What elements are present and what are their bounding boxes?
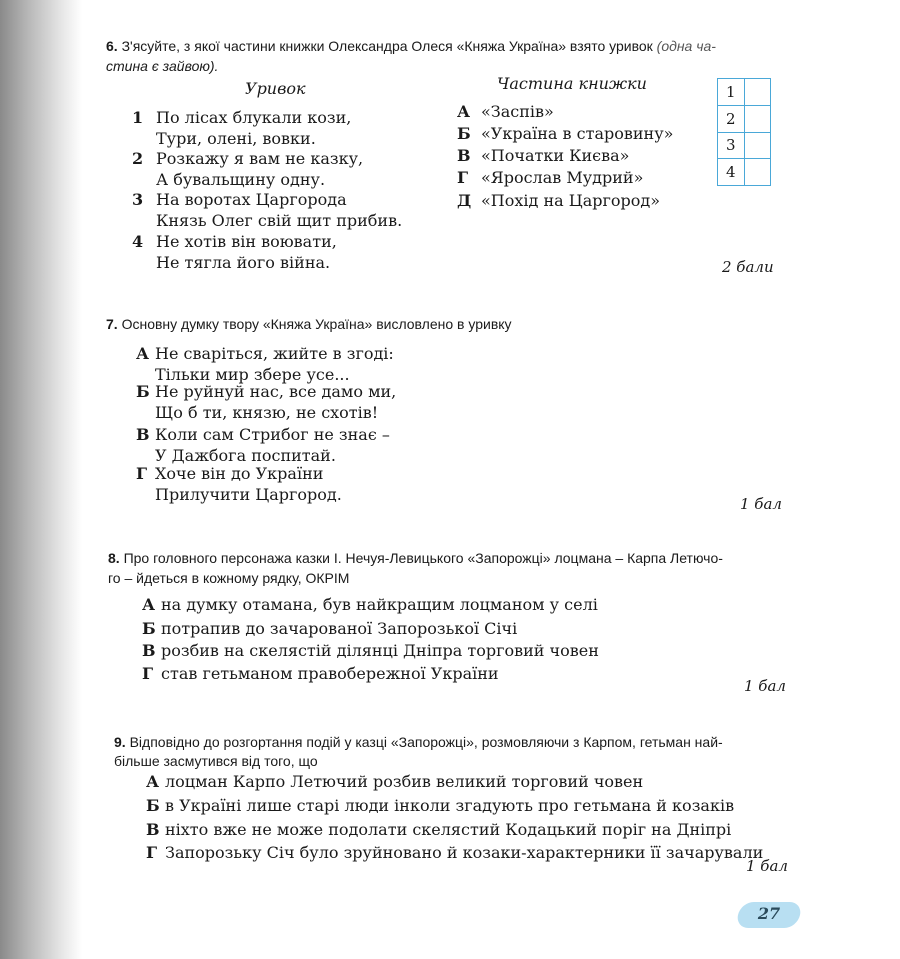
q6-part-letter: А <box>457 102 471 121</box>
q7-option-v <box>136 424 390 466</box>
q8-text: Про головного персонажа казки І. Нечуя-Левицького «Запорожці» лоцмана – Карпа Летючо- <box>123 550 723 566</box>
answer-grid-box[interactable] <box>744 105 770 132</box>
answer-grid-box[interactable] <box>744 132 770 159</box>
q9-option-text: Запорозьку Січ було зруйновано й козаки-характерники її зачарували <box>165 843 764 862</box>
q6-part-d <box>457 190 660 211</box>
q6-excerpt-line: Не тягла його війна. <box>156 253 331 272</box>
q7-number: 7. <box>106 316 118 332</box>
q7-option-h <box>136 463 342 505</box>
q9-option-b <box>146 795 734 816</box>
q6-part-text: «Ярослав Мудрий» <box>481 168 644 187</box>
q8-option-text: потрапив до зачарованої Запорозької Січі <box>161 619 518 638</box>
q6-score: 2 бали <box>722 258 774 276</box>
q6-note-2: стина є зайвою). <box>106 58 219 74</box>
q7-option-line: У Дажбога поспитай. <box>155 446 336 465</box>
q6-part-h <box>457 167 643 188</box>
q7-option-letter: А <box>136 344 150 363</box>
q6-excerpt-4 <box>132 231 337 273</box>
q8-option-b <box>142 618 517 639</box>
q6-part-letter: Б <box>457 124 471 143</box>
q6-excerpt-line: Князь Олег свій щит прибив. <box>156 211 403 230</box>
q7-option-letter: Г <box>136 464 148 483</box>
answer-grid-row <box>718 105 771 132</box>
q7-option-line: Не сваріться, жийте в згоді: <box>155 344 394 363</box>
q9-prompt-line2: більше засмутився від того, що <box>114 753 318 769</box>
q7-text: Основну думку твору «Княжа Україна» висловлено в уривку <box>121 316 512 332</box>
q8-option-letter: А <box>142 595 156 614</box>
q6-part-letter: Г <box>457 168 469 187</box>
q8-option-letter: Б <box>142 619 156 638</box>
q6-part-text: «Україна в старовину» <box>481 124 674 143</box>
q6-excerpt-line: Тури, олені, вовки. <box>156 129 316 148</box>
q6-column-part: Частина книжки <box>497 74 647 93</box>
q9-option-letter: А <box>146 772 160 791</box>
q6-excerpt-line: А бувальщину одну. <box>156 170 326 189</box>
q7-option-b <box>136 381 396 423</box>
q9-option-text: в Україні лише старі люди інколи згадують про гетьмана й козаків <box>165 796 735 815</box>
q9-option-text: ніхто вже не може подолати скелястий Кодацький поріг на Дніпрі <box>165 820 732 839</box>
answer-grid-number: 4 <box>718 159 745 186</box>
q7-score: 1 бал <box>740 495 782 513</box>
q7-option-line: Коли сам Стрибог не знає – <box>155 425 390 444</box>
q6-excerpt-line: На воротах Царгорода <box>156 190 347 209</box>
q7-option-letter: В <box>136 425 150 444</box>
q6-excerpt-number: 4 <box>132 232 144 251</box>
q6-excerpt-1 <box>132 107 351 149</box>
q6-part-v <box>457 145 629 166</box>
q7-option-line: Хоче він до України <box>155 464 324 483</box>
q8-option-h <box>142 663 499 684</box>
q7-option-line: Не руйнуй нас, все дамо ми, <box>155 382 397 401</box>
q9-option-letter: Б <box>146 796 160 815</box>
answer-grid-row <box>718 79 771 106</box>
q9-prompt-line1 <box>114 732 723 752</box>
q6-excerpt-line: Не хотів він воювати, <box>156 232 337 251</box>
q6-excerpt-number: 3 <box>132 190 144 209</box>
q6-part-letter: Д <box>457 191 472 210</box>
answer-grid-box[interactable] <box>744 159 770 186</box>
q6-text: З'ясуйте, з якої частини книжки Олександра Олеся «Княжа Україна» взято уривок <box>121 38 653 54</box>
q6-excerpt-2 <box>132 148 363 190</box>
q8-option-v <box>142 640 599 661</box>
q8-option-text: розбив на скелястій ділянці Дніпра торговий човен <box>161 641 599 660</box>
q6-part-letter: В <box>457 146 471 165</box>
q8-prompt-line2: го – йдеться в кожному рядку, ОКРІМ <box>108 570 350 586</box>
q9-option-h <box>146 842 763 863</box>
q6-number: 6. <box>106 38 118 54</box>
q8-prompt-line1 <box>108 548 723 568</box>
answer-grid-row <box>718 132 771 159</box>
q6-note-1: (одна ча- <box>656 38 716 54</box>
q6-part-text: «Початки Києва» <box>481 146 630 165</box>
q6-excerpt-number: 1 <box>132 108 144 127</box>
q8-option-text: на думку отамана, був найкращим лоцманом у селі <box>161 595 598 614</box>
q6-excerpt-3 <box>132 189 402 231</box>
q9-option-v <box>146 819 731 840</box>
q9-number: 9. <box>114 734 126 750</box>
q6-part-text: «Заспів» <box>481 102 554 121</box>
answer-grid-box[interactable] <box>744 79 770 106</box>
q7-option-line: Що б ти, князю, не схотів! <box>155 403 379 422</box>
q9-option-a <box>146 771 643 792</box>
q6-answer-grid <box>717 78 771 186</box>
q7-option-line: Прилучити Царгород. <box>155 485 342 504</box>
q9-option-letter: Г <box>146 843 158 862</box>
q8-option-a <box>142 594 598 615</box>
answer-grid-number: 2 <box>718 105 745 132</box>
q9-option-letter: В <box>146 820 160 839</box>
q9-score: 1 бал <box>746 857 788 875</box>
q6-prompt-line1 <box>106 36 716 56</box>
q8-number: 8. <box>108 550 120 566</box>
q7-option-line: Тільки мир збере усе... <box>155 365 350 384</box>
answer-grid-number: 1 <box>718 79 745 106</box>
answer-grid-row <box>718 159 771 186</box>
q8-score: 1 бал <box>744 677 786 695</box>
q8-option-letter: В <box>142 641 156 660</box>
page-number: 27 <box>757 904 781 923</box>
q6-excerpt-number: 2 <box>132 149 144 168</box>
answer-grid-number: 3 <box>718 132 745 159</box>
q8-option-text: став гетьманом правобережної України <box>161 664 499 683</box>
q7-prompt <box>106 314 512 334</box>
q7-option-a <box>136 343 394 385</box>
q9-option-text: лоцман Карпо Летючий розбив великий торговий човен <box>165 772 644 791</box>
q6-part-text: «Похід на Царгород» <box>481 191 661 210</box>
q9-text: Відповідно до розгортання подій у казці «Запорожці», розмовляючи з Карпом, гетьман най- <box>129 734 723 750</box>
q6-excerpt-line: По лісах блукали кози, <box>156 108 352 127</box>
q6-part-a <box>457 101 554 122</box>
q6-excerpt-line: Розкажу я вам не казку, <box>156 149 364 168</box>
q8-option-letter: Г <box>142 664 154 683</box>
q6-part-b <box>457 123 673 144</box>
q6-column-excerpt: Уривок <box>245 79 306 98</box>
q7-option-letter: Б <box>136 382 150 401</box>
